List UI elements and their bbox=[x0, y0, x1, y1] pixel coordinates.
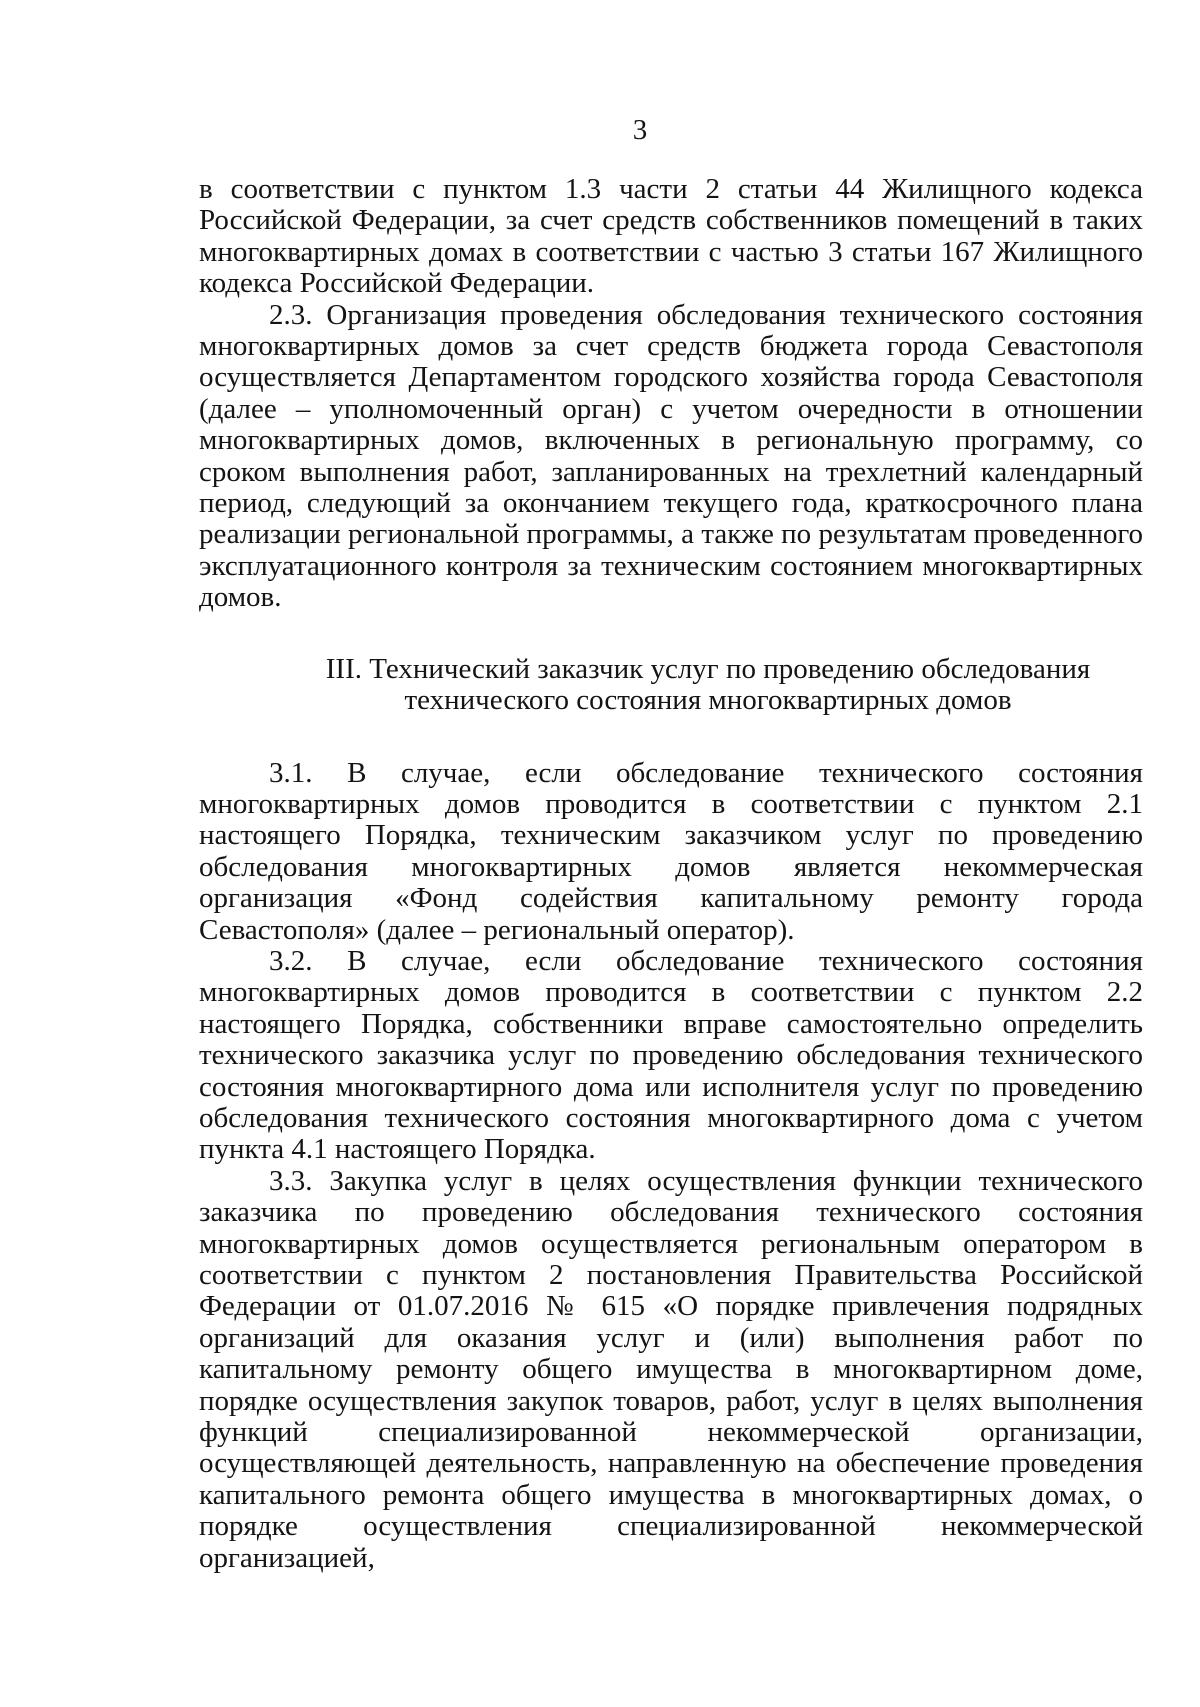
paragraph-3-3: 3.3. Закупка услуг в целях осуществления функции технического заказчика по проведению обследования технического состояния многоквартирных домов осуществляется региональным оператором в соответствии с пунктом 2 постановления Правительства Российской Федерации от 01.07.2016 № 615 «О порядке привлечения подрядных организаций для оказания услуг и (или) выполнения работ по капитальному ремонту общего имущества в многоквартирном доме, порядке осуществления закупок товаров, работ, услуг в целях выполнения функций специализированной некоммерческой организации, осуществляющей деятельность, направленную на обеспечение проведения капитального ремонта общего имущества в многоквартирных домах, о порядке осуществления специализированной некоммерческой организацией, bbox=[199, 1164, 1143, 1574]
section-heading-line-2: технического состояния многоквартирных домов bbox=[404, 684, 1012, 717]
paragraph-2-3: 2.3. Организация проведения обследования технического состояния многоквартирных домов за счет средств бюджета города Севастополя осуществляется Департаментом городского хозяйства города Севастополя (далее – уполномоченный орган) с учетом очередности в отношении многоквартирных домов, включенных в региональную программу, со сроком выполнения работ, запланированных на трехлетний календарный период, следующий за окончанием текущего года, краткосрочного плана реализации региональной программы, а также по результатам проведенного эксплуатационного контроля за техническим состоянием многоквартирных домов. bbox=[199, 298, 1143, 614]
paragraph-3-2: 3.2. В случае, если обследование технического состояния многоквартирных домов проводится в соответствии с пунктом 2.2 настоящего Порядка, собственники вправе самостоятельно определить технического заказчика услуг по проведению обследования технического состояния многоквартирного дома или исполнителя услуг по проведению обследования технического состояния многоквартирного дома с учетом пункта 4.1 настоящего Порядка. bbox=[199, 944, 1143, 1166]
document-body bbox=[199, 174, 1143, 1574]
page-number: 3 bbox=[632, 114, 648, 146]
paragraph-3-1: 3.1. В случае, если обследование технического состояния многоквартирных домов проводится в соответствии с пунктом 2.1 настоящего Порядка, техническим заказчиком услуг по проведению обследования многоквартирных домов является некоммерческая организация «Фонд содействия капитальному ремонту города Севастополя» (далее – региональный оператор). bbox=[199, 756, 1143, 946]
section-heading bbox=[199, 654, 1143, 717]
section-heading-line-1: III. Технический заказчик услуг по проведению обследования bbox=[325, 652, 1091, 685]
paragraph-continuation: в соответствии с пунктом 1.3 части 2 статьи 44 Жилищного кодекса Российской Федерации, за счет средств собственников помещений в таких многоквартирных домах в соответствии с частью 3 статьи 167 Жилищного кодекса Российской Федерации. bbox=[199, 173, 1143, 300]
